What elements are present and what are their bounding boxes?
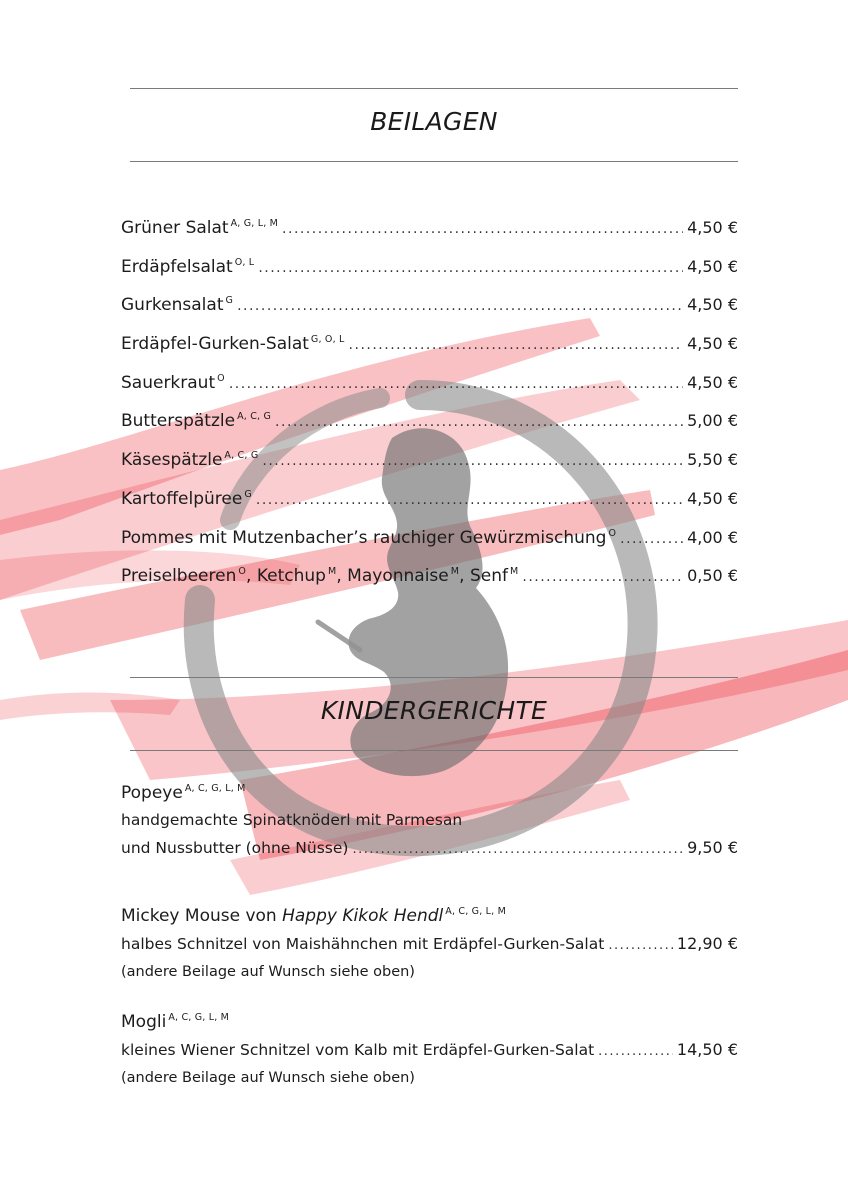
dish-price-row <box>121 834 738 863</box>
allergen-codes: O <box>217 372 225 384</box>
divider-top-beilagen <box>130 88 738 89</box>
dot-leader <box>522 561 683 593</box>
item-name <box>121 401 271 437</box>
beilagen-list <box>121 208 738 595</box>
dish-mogli <box>121 1004 738 1092</box>
dot-leader <box>620 523 683 555</box>
item-name-text: Kartoffelpüree <box>121 488 243 509</box>
item-name-text: Gurkensalat <box>121 295 224 316</box>
dish-title <box>121 1004 738 1036</box>
divider-bottom-kindergerichte <box>130 750 738 751</box>
price: 0,50 € <box>687 566 738 586</box>
price: 4,50 € <box>687 372 738 392</box>
item-name <box>121 556 518 592</box>
dot-leader <box>598 1038 673 1065</box>
item-name-text: Preiselbeeren <box>121 566 237 587</box>
dot-leader <box>349 329 684 361</box>
item-name <box>121 440 258 476</box>
dot-leader <box>237 290 683 322</box>
allergen-codes: G <box>225 295 234 307</box>
menu-item <box>121 440 738 479</box>
item-name-text: , Ketchup <box>246 566 326 587</box>
dish-description: und Nussbutter (ohne Nüsse) <box>121 839 349 857</box>
dish-description: halbes Schnitzel von Maishähnchen mit Erdäpfel-Gurken-Salat <box>121 935 605 953</box>
item-name-text: Erdäpfel-Gurken-Salat <box>121 334 309 355</box>
menu-item <box>121 285 738 324</box>
dot-leader <box>262 445 683 477</box>
item-name-text: Pommes mit Mutzenbacher’s rauchiger Gewürzmischung <box>121 527 607 548</box>
item-name <box>121 285 233 321</box>
dish-note: (andere Beilage auf Wunsch siehe oben) <box>121 964 415 980</box>
allergen-codes: M <box>509 566 519 578</box>
dish-name-brand: Happy Kikok Hendl <box>282 906 444 926</box>
menu-item <box>121 556 738 595</box>
allergen-codes: O, L <box>234 256 255 268</box>
item-name <box>121 247 254 283</box>
divider-top-kindergerichte <box>130 677 738 678</box>
item-name-text: Sauerkraut <box>121 372 216 393</box>
dish-price-row <box>121 930 738 959</box>
allergen-codes: G, O, L <box>310 334 345 346</box>
dot-leader <box>256 484 683 516</box>
allergen-codes: O <box>238 566 247 578</box>
menu-item <box>121 324 738 363</box>
allergen-codes: M <box>327 566 337 578</box>
dish-note: (andere Beilage auf Wunsch siehe oben) <box>121 1070 415 1086</box>
item-name <box>121 324 345 360</box>
menu-item <box>121 208 738 247</box>
item-name <box>121 363 225 399</box>
price: 14,50 € <box>676 1040 738 1059</box>
dish-title <box>121 775 738 807</box>
item-name <box>121 518 616 554</box>
price: 5,00 € <box>687 411 738 431</box>
item-name-text: , Mayonnaise <box>336 566 449 587</box>
dot-leader <box>229 368 683 400</box>
allergen-codes: G <box>244 488 252 500</box>
allergen-codes: O <box>608 527 617 539</box>
menu-item <box>121 479 738 518</box>
allergen-codes: A, C, G, L, M <box>168 1012 230 1023</box>
price: 4,50 € <box>687 488 738 508</box>
dish-name: Popeye <box>121 783 183 803</box>
dish-mickey-mouse <box>121 898 738 986</box>
dot-leader <box>352 836 683 863</box>
allergen-codes: M <box>450 566 460 578</box>
dot-leader <box>282 213 683 245</box>
dish-price-row <box>121 1036 738 1065</box>
dot-leader <box>258 252 683 284</box>
price: 4,50 € <box>687 218 738 237</box>
dish-description: kleines Wiener Schnitzel vom Kalb mit Erdäpfel-Gurken-Salat <box>121 1041 595 1059</box>
price: 9,50 € <box>687 838 738 857</box>
dot-leader <box>275 406 683 438</box>
divider-bottom-beilagen <box>130 161 738 162</box>
section-title-beilagen: BEILAGEN <box>370 107 498 136</box>
allergen-codes: A, C, G, L, M <box>184 783 246 794</box>
section-title-kindergerichte: KINDERGERICHTE <box>320 696 548 725</box>
dish-name: Mickey Mouse von <box>121 906 283 926</box>
item-name <box>121 208 278 244</box>
menu-item <box>121 518 738 557</box>
price: 4,50 € <box>687 334 738 354</box>
dot-leader <box>608 932 673 959</box>
allergen-codes: A, C, G <box>224 450 259 462</box>
item-name-text: Grüner Salat <box>121 218 229 238</box>
allergen-codes: A, C, G <box>237 411 272 423</box>
dish-popeye <box>121 775 738 863</box>
price: 4,50 € <box>687 256 738 276</box>
item-name <box>121 479 252 515</box>
item-name-text: Erdäpfelsalat <box>121 256 233 277</box>
allergen-codes: A, C, G, L, M <box>445 906 507 917</box>
price: 4,00 € <box>687 527 738 547</box>
item-name-text: Käsespätzle <box>121 450 223 471</box>
dish-description: handgemachte Spinatknöderl mit Parmesan <box>121 811 463 829</box>
menu-item <box>121 401 738 440</box>
menu-item <box>121 363 738 402</box>
price: 4,50 € <box>687 295 738 315</box>
dish-name: Mogli <box>121 1012 167 1032</box>
item-name-text: Butterspätzle <box>121 411 236 432</box>
dish-title <box>121 898 738 930</box>
price: 12,90 € <box>676 934 738 953</box>
price: 5,50 € <box>687 450 738 470</box>
allergen-codes: A, G, L, M <box>230 218 279 229</box>
menu-item <box>121 247 738 286</box>
item-name-text: , Senf <box>459 566 508 587</box>
